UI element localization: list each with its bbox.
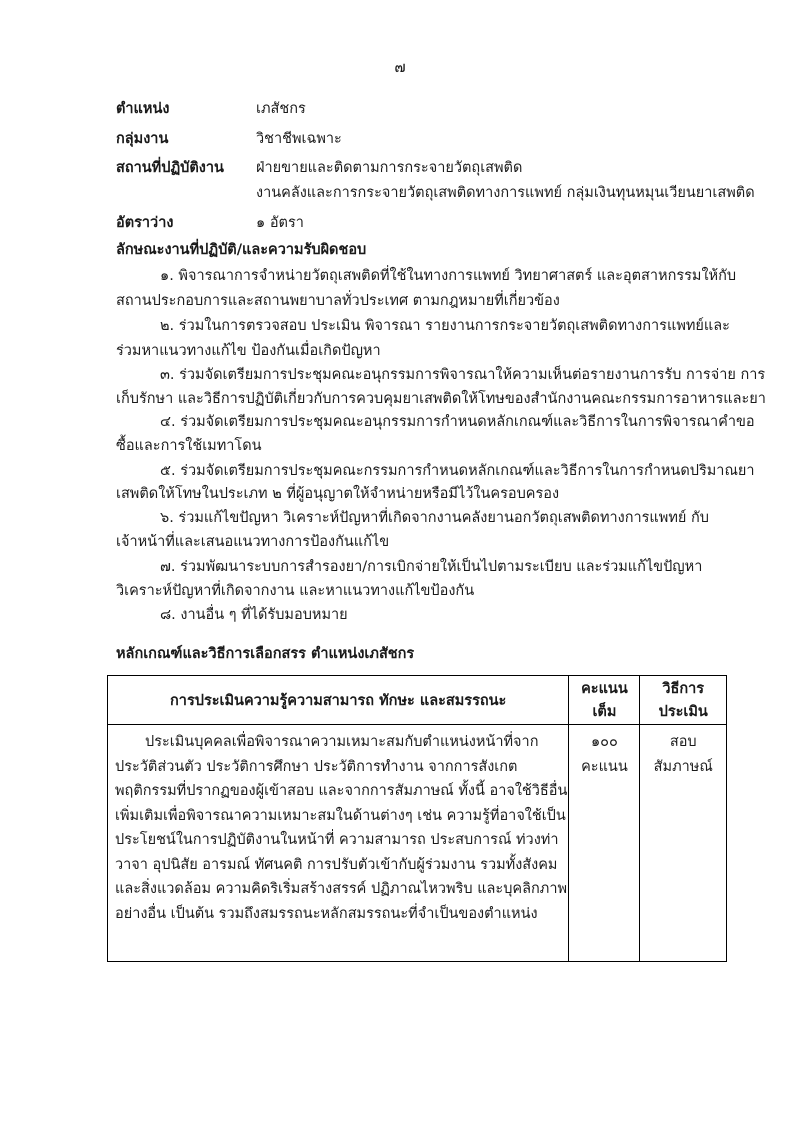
method-cell bbox=[640, 725, 727, 962]
description-line: เพิ่มเติมเพื่อพิจารณาความเหมาะสมในด้านต่างๆ เช่น ความรู้ที่อาจใช้เป็น bbox=[115, 807, 566, 824]
full-score-cell bbox=[569, 725, 640, 962]
duty-5-line-2: เสพติดให้โทษในประเภท ๒ ที่ผู้อนุญาตให้จำหน่ายหรือมีไว้ในครอบครอง bbox=[116, 486, 560, 502]
page-number: ๗ bbox=[394, 58, 406, 76]
work-group-label: กลุ่มงาน bbox=[116, 131, 169, 147]
method-value: สอบสัมภาษณ์ bbox=[653, 734, 713, 775]
duty-2-line-1: ๒. ร่วมในการตรวจสอบ ประเมิน พิจารณา รายงานการกระจายวัตถุเสพติดทางการแพทย์และ bbox=[160, 318, 730, 334]
duty-3-line-1: ๓. ร่วมจัดเตรียมการประชุมคณะอนุกรรมการพิจารณาให้ความเห็นต่อรายงานการรับ การจ่าย การ bbox=[160, 367, 766, 383]
duty-3-line-2: เก็บรักษา และวิธีการปฏิบัติเกี่ยวกับการควบคุมยาเสพติดให้โทษของสำนักงานคณะกรรมการอาหารและยา bbox=[116, 391, 766, 407]
full-score-unit: คะแนน bbox=[581, 758, 628, 775]
duty-1-line-1: ๑. พิจารณาการจำหน่ายวัตถุเสพติดที่ใช้ในทางการแพทย์ วิทยาศาสตร์ และอุตสาหกรรมให้กับ bbox=[160, 268, 737, 284]
position-value: เภสัชกร bbox=[256, 101, 306, 117]
header-assessment: การประเมินความรู้ความสามารถ ทักษะ และสมรรถนะ bbox=[108, 676, 569, 725]
duty-4-line-1: ๔. ร่วมจัดเตรียมการประชุมคณะอนุกรรมการกำหนดหลักเกณฑ์และวิธีการในการพิจารณาคำขอ bbox=[160, 414, 755, 430]
duty-7-line-1: ๗. ร่วมพัฒนาระบบการสำรองยา/การเบิกจ่ายให้เป็นไปตามระเบียบ และร่วมแก้ไขปัญหา bbox=[160, 559, 703, 575]
table-row bbox=[108, 725, 727, 962]
workplace-label: สถานที่ปฏิบัติงาน bbox=[116, 160, 224, 176]
assessment-description bbox=[108, 725, 569, 962]
duty-2-line-2: ร่วมหาแนวทางแก้ไข ป้องกันเมื่อเกิดปัญหา bbox=[116, 343, 381, 359]
description-line: พฤติกรรมที่ปรากฏของผู้เข้าสอบ และจากการสัมภาษณ์ ทั้งนี้ อาจใช้วิธีอื่น bbox=[115, 783, 568, 799]
full-score-value: ๑๐๐ bbox=[590, 734, 618, 750]
header-full-score: คะแนนเต็ม bbox=[569, 676, 640, 725]
duty-8-line-1: ๘. งานอื่น ๆ ที่ได้รับมอบหมาย bbox=[160, 607, 348, 623]
duty-1-line-2: สถานประกอบการและสถานพยาบาลทั่วประเทศ ตามกฎหมายที่เกี่ยวข้อง bbox=[116, 293, 560, 309]
description-line: อย่างอื่น เป็นต้น รวมถึงสมรรถนะหลักสมรรถนะที่จำเป็นของตำแหน่ง bbox=[115, 905, 538, 922]
workplace-value: ฝ่ายขายและติดตามการกระจายวัตถุเสพติด bbox=[256, 160, 523, 176]
vacancy-value: ๑ อัตรา bbox=[256, 215, 304, 231]
position-label: ตำแหน่ง bbox=[116, 101, 170, 117]
description-line: วาจา อุปนิสัย อารมณ์ ทัศนคติ การปรับตัวเข้ากับผู้ร่วมงาน รวมทั้งสังคม bbox=[115, 856, 558, 873]
description-line: ประเมินบุคคลเพื่อพิจารณาความเหมาะสมกับตำแหน่งหน้าที่จาก bbox=[145, 734, 539, 750]
header-method: วิธีการประเมิน bbox=[640, 676, 727, 725]
criteria-table bbox=[107, 675, 727, 962]
duty-6-line-1: ๖. ร่วมแก้ไขปัญหา วิเคราะห์ปัญหาที่เกิดจากงานคลังยานอกวัตถุเสพติดทางการแพทย์ กับ bbox=[160, 510, 709, 526]
duty-6-line-2: เจ้าหน้าที่และเสนอแนวทางการป้องกันแก้ไข bbox=[116, 534, 390, 550]
duty-7-line-2: วิเคราะห์ปัญหาที่เกิดจากงาน และหาแนวทางแก้ไขป้องกัน bbox=[116, 583, 475, 599]
table-header-row bbox=[108, 676, 727, 725]
criteria-heading: หลักเกณฑ์และวิธีการเลือกสรร ตำแหน่งเภสัชกร bbox=[116, 646, 415, 662]
description-line: ประวัติส่วนตัว ประวัติการศึกษา ประวัติการทำงาน จากการสังเกต bbox=[115, 758, 518, 775]
workplace-value-line2: งานคลังและการกระจายวัตถุเสพติดทางการแพทย์ กลุ่มเงินทุนหมุนเวียนยาเสพติด bbox=[256, 185, 755, 201]
work-group-value: วิชาชีพเฉพาะ bbox=[256, 131, 342, 147]
description-line: ประโยชน์ในการปฏิบัติงานในหน้าที่ ความสามารถ ประสบการณ์ ท่วงท่า bbox=[115, 832, 559, 848]
duties-heading: ลักษณะงานที่ปฏิบัติ/และความรับผิดชอบ bbox=[116, 242, 367, 258]
duty-4-line-2: ซื้อและการใช้เมทาโดน bbox=[116, 438, 262, 454]
duty-5-line-1: ๕. ร่วมจัดเตรียมการประชุมคณะกรรมการกำหนดหลักเกณฑ์และวิธีการในการกำหนดปริมาณยา bbox=[160, 463, 755, 479]
description-line: และสิ่งแวดล้อม ความคิดริเริ่มสร้างสรรค์ ปฏิภาณไหวพริบ และบุคลิกภาพ bbox=[115, 881, 568, 897]
vacancy-label: อัตราว่าง bbox=[116, 215, 174, 231]
